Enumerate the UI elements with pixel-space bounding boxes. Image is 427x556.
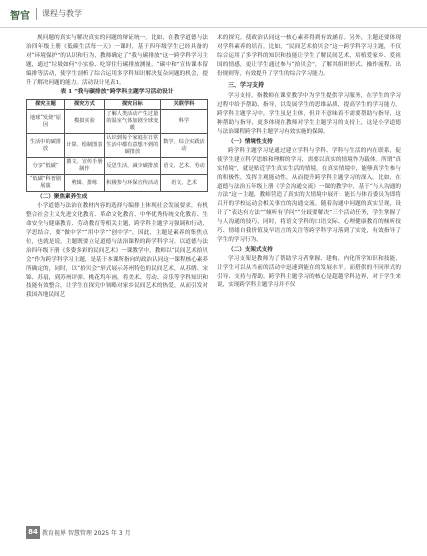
right-column [217,34,401,290]
paragraph: 术的探究。使政治认同这一核心素养得到有效涵育。另外，主题还要体现对学科素养的培育。比如，“民间艺术拾贝会”这一跨学科学习主题，不仅综合运用了多学科的知识和技能让学生了解民间艺术，培植爱家乡、爱祖国的情感，更让学生通过参与“拾贝会”，了解其组织形式、操作流程、出份规则等，有效提升了学生的综合学习能力。 [217,35,401,77]
magazine-name: 教育视界 智慧管理 2025 年 3 月 [42,530,131,537]
table-cell: “低碳”科普剧展演 [27,175,65,192]
section-heading: 三、学习支持 [228,81,265,89]
table-header-cell: 关联学科 [160,100,207,110]
table-cell: 反思生活，减少碳排放 [104,158,160,175]
table-cell: 语文、艺术 [160,175,207,192]
table-cell: 模拟实验 [65,110,105,134]
table-cell: 生活中的碳排放 [27,134,65,158]
paragraph: 跨学科主题学习是通过建立学科与学科、学科与生活的内在联系，促使学生建立科学思维和理解的学习，需要以真实的情境作为载体。所谓“真实情境”，就是贴近学生真实生活的情境，在真实情境中，能够真学生参与的积极性，发挥主观能动性，从而提升跨学科主题学习的深入。比如，在道德与法治五年级上册《学会沟通交流》一课的教学中，基于“与人沟通的方法”这一主题，教师营造了真实的大情境中展开：能长与体育委员为即将召开的学校运动会相关事宜的沟通交流。随着沟通中问题的真实呈现，设计了“表达有方法”“倾听有学问”“分歧要解决”三个活动任务，学生掌握了与人沟通的技巧，同时，将语文学科的口语交际、心理健康教育的倾听技巧、情绪自我价值及早语言的关注等跨学科学习落到了实处，有效指导了学生的学习行为。 [217,147,401,243]
table-cell: 语文、艺术、劳动 [160,158,207,175]
table-cell: 计算、绘制图表 [65,134,105,158]
left-column [26,34,208,300]
section-title: 智官 [10,11,30,22]
page-header [0,0,427,28]
page-footer [0,526,427,540]
table-cell: 科学 [160,110,207,134]
table-cell: 认识到每个家庭在日常生活中都有意想不到的碳排放 [104,134,160,158]
table-cell: 剪辑、排练 [65,175,105,192]
table-header-cell: 探究目标 [104,100,160,110]
table-cell: 地球“发烧”原因 [27,110,65,134]
header-divider [36,8,37,20]
table-title: 表 1 “我与碳排放”跨学科主题学习活动设计 [60,89,174,96]
paragraph: 规问题的真实与解决真实的问题的辩证统一。比如，在教学道德与法治四年级上册《低碳生活每一天》一课时，基于四年级学生已经具备的对“环境保护”的认识和行为，教师确定了“我与碳排放”这一跨学科学习主题，通过“垃圾如何”小实验、吃穿住行碳排放测量、“碳中和”宣传课本留编排等活动，使学生剖析了综合运用多学科知识解决复杂问题的机会，提升了解决问题的能力。活动设计见表1。 [26,35,208,86]
subsection-heading: （二）支架式支持 [228,246,273,253]
paragraph: 学习支持，指教师在课堂教学中为学生提供学习服务，在学生的学习过程中给予帮助、指导，以发展学生的思维品质，提高学生的学习能力。跨学科主题学习中，学生虽是主体，但并不意味着不需要帮助与指导，这种帮助与指导，更多体现在教师对学生主题学习的支持上，这是小学道德与法治课程跨学科主题学习有效实施的保障。 [217,93,401,136]
activity-table [26,99,208,192]
table-cell: 分享“低碳” [27,158,65,175]
table-row [27,175,208,192]
section-subtitle: 课程与教学 [42,9,82,18]
table-cell: 数学、综合实践活动 [160,134,207,158]
table-cell: 积极参与环保宣传活动 [104,175,160,192]
subsection-heading: （二）聚焦素养生成 [37,194,88,201]
table-row [27,110,208,134]
table-header-cell: 探究方式 [65,100,105,110]
paragraph: 小学道德与法治在教材内容的选择与编排上体现社会发展要求，有机整合社会主义先进文化教育、革命文化教育、中华优秀传统文化教育、生命安全与健康教育、劳动教育等相关主题，跨学科主题学习强调和行动，学思结合，要“做中学”“用中学”“创中学”，因此，主题是素养的集焦点位，也就是说，主题既要立足道德与法治课程的跨学科学习，以道德与法治四年级下册《多姿多彩的民间艺术》一课教学中，教师以“民间艺术拾贝会”作为跨学科学习主题，是基于本课所指向的政治认同这一课程核心素养所确定的，同时，以“拾贝会”形式展示苏州特色的民间艺术，从苏绣、宋锦、苏扇，到苏州评弹、桃花坞年画，将美术、劳动、音乐等学科知识和技能有效整合，让学生在探究中领略对家乡民间艺术的热爱，从而引发对我国各地民间艺 [26,203,208,299]
table-cell: 了解人类活动产生过量的温室气体加剧全球变暖 [104,110,160,134]
subsection-heading: （一）情境性支持 [228,138,273,145]
table-row [27,134,208,158]
table-header-row [27,100,208,110]
table-header-cell: 探究主题 [27,100,65,110]
paragraph: 学习支架是教师为了帮助学习者掌握、建构、内化所学知识和技能，让学生可以从当前的活动中迅速到能在的发展水平。而搭供的不同形式的引导、支持与帮助。跨学科主题学习的核心是超越学科边界，对于学生来说，实现跨学科主题学习并不仅 [217,255,401,289]
page-number: 84 [26,526,40,539]
table-cell: 撰文、宣传手册制作 [65,158,105,175]
table-row [27,158,208,175]
